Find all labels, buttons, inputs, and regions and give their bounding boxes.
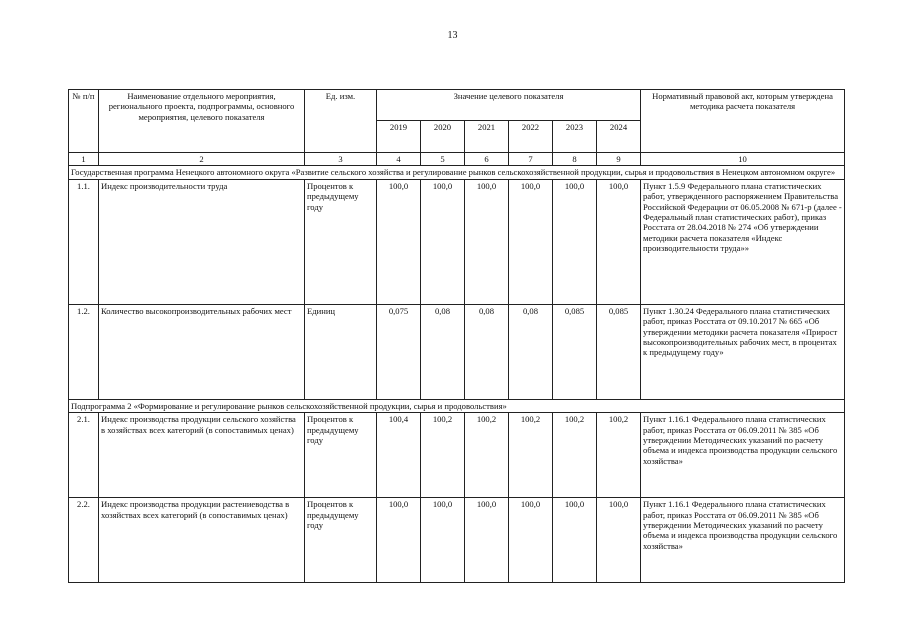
year-cell: 2023 [553, 121, 597, 153]
row-number: 1.2. [69, 304, 99, 399]
page-number: 13 [447, 30, 458, 41]
value-cell: 100,0 [465, 498, 509, 583]
value-cell: 100,0 [465, 179, 509, 304]
section-title: Подпрограмма 2 «Формирование и регулирование рынков сельскохозяйственной продукции, сырья и продовольствия» [69, 399, 845, 412]
legal-act: Пункт 1.16.1 Федерального плана статистических работ, приказ Росстата от 06.09.2011 № 385 «Об утверждении Методических указаний по расчету объема и индекса производства продукции сельского хозяйства» [641, 413, 845, 498]
year-cell: 2024 [597, 121, 641, 153]
header-unit: Ед. изм. [305, 90, 377, 153]
header-values: Значение целевого показателя [377, 90, 641, 121]
value-cell: 100,0 [377, 179, 421, 304]
unit-cell: Единиц [305, 304, 377, 399]
table-row [69, 179, 845, 304]
value-cell: 0,075 [377, 304, 421, 399]
column-number: 10 [641, 153, 845, 166]
value-cell: 100,0 [377, 498, 421, 583]
section-title: Государственная программа Ненецкого автономного округа «Развитие сельского хозяйства и регулирование рынков сельскохозяйственной продукции, сырья и продовольствия в Ненецком автономном округе» [69, 166, 845, 179]
year-cell: 2021 [465, 121, 509, 153]
column-number: 7 [509, 153, 553, 166]
value-cell: 0,08 [421, 304, 465, 399]
value-cell: 100,0 [597, 179, 641, 304]
column-number: 3 [305, 153, 377, 166]
value-cell: 100,0 [509, 179, 553, 304]
legal-act: Пункт 1.5.9 Федерального плана статистических работ, утвержденного распоряжением Правительства Российской Федерации от 06.05.2008 № 671-р (далее - Федеральный план статистических работ), приказ Росстата от 28.04.2018 № 274 «Об утверждении методики расчета показателя «Индекс производительности труда»» [641, 179, 845, 304]
table-row [69, 498, 845, 583]
value-cell: 100,0 [553, 498, 597, 583]
section-row [69, 166, 845, 179]
value-cell: 100,2 [553, 413, 597, 498]
unit-cell: Процентов к предыдущему году [305, 498, 377, 583]
indicators-table [68, 89, 845, 583]
column-number: 5 [421, 153, 465, 166]
legal-act: Пункт 1.30.24 Федерального плана статистических работ, приказ Росстата от 09.10.2017 № 665 «Об утверждении методики расчета показателя «Прирост высокопроизводительных рабочих мест, в процентах к предыдущему году» [641, 304, 845, 399]
value-cell: 100,2 [421, 413, 465, 498]
unit-cell: Процентов к предыдущему году [305, 413, 377, 498]
indicator-name: Индекс производства продукции растениеводства в хозяйствах всех категорий (в сопоставимых ценах) [99, 498, 305, 583]
table-row [69, 413, 845, 498]
column-number: 8 [553, 153, 597, 166]
header-no: № п/п [69, 90, 99, 153]
column-number: 4 [377, 153, 421, 166]
row-number: 1.1. [69, 179, 99, 304]
value-cell: 100,2 [597, 413, 641, 498]
row-number: 2.2. [69, 498, 99, 583]
section-row [69, 399, 845, 412]
indicator-name: Количество высокопроизводительных рабочих мест [99, 304, 305, 399]
header-name: Наименование отдельного мероприятия, регионального проекта, подпрограммы, основного мероприятия, целевого показателя [99, 90, 305, 153]
value-cell: 0,085 [597, 304, 641, 399]
value-cell: 100,0 [509, 498, 553, 583]
unit-cell: Процентов к предыдущему году [305, 179, 377, 304]
column-number: 2 [99, 153, 305, 166]
year-cell: 2022 [509, 121, 553, 153]
value-cell: 100,0 [597, 498, 641, 583]
column-number: 6 [465, 153, 509, 166]
year-cell: 2019 [377, 121, 421, 153]
indicator-name: Индекс производительности труда [99, 179, 305, 304]
value-cell: 100,0 [421, 498, 465, 583]
header-act: Нормативный правовой акт, которым утверждена методика расчета показателя [641, 90, 845, 153]
value-cell: 100,0 [553, 179, 597, 304]
value-cell: 0,08 [509, 304, 553, 399]
table-row [69, 304, 845, 399]
value-cell: 100,0 [421, 179, 465, 304]
header-row [69, 90, 845, 121]
legal-act: Пункт 1.16.1 Федерального плана статистических работ, приказ Росстата от 06.09.2011 № 385 «Об утверждении Методических указаний по расчету объема и индекса производства продукции сельского хозяйства» [641, 498, 845, 583]
year-cell: 2020 [421, 121, 465, 153]
value-cell: 0,08 [465, 304, 509, 399]
value-cell: 100,4 [377, 413, 421, 498]
value-cell: 0,085 [553, 304, 597, 399]
column-number-row [69, 153, 845, 166]
column-number: 9 [597, 153, 641, 166]
indicator-name: Индекс производства продукции сельского хозяйства в хозяйствах всех категорий (в сопоставимых ценах) [99, 413, 305, 498]
value-cell: 100,2 [465, 413, 509, 498]
column-number: 1 [69, 153, 99, 166]
value-cell: 100,2 [509, 413, 553, 498]
row-number: 2.1. [69, 413, 99, 498]
